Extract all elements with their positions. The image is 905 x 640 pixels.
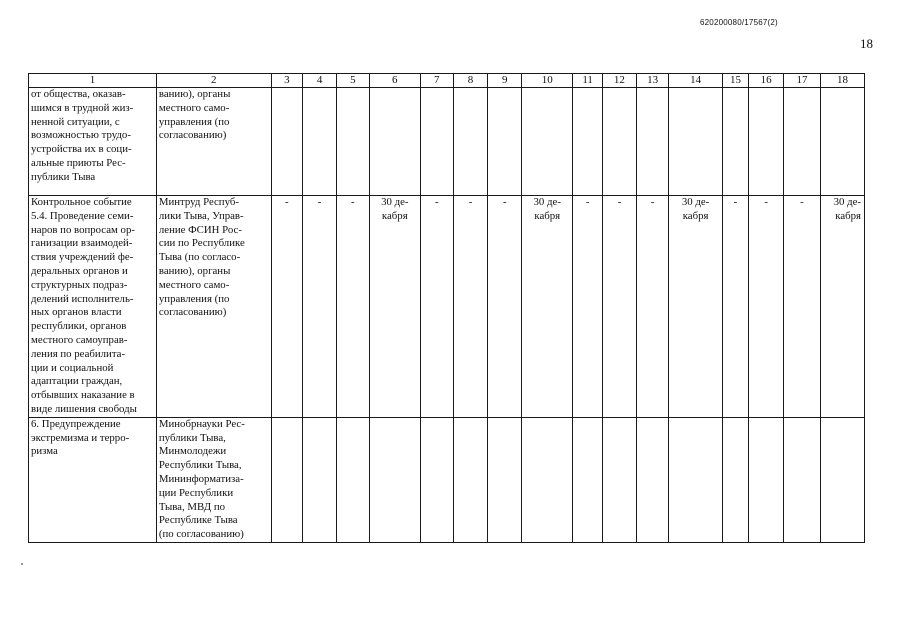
event-description-cell: 6. Предупреждение экстремизма и терро- ризма: [29, 417, 157, 542]
schedule-cell: [573, 417, 603, 542]
column-number-cell: 2: [156, 74, 271, 88]
column-number-cell: 17: [784, 74, 821, 88]
responsible-cell: Минтруд Респуб- лики Тыва, Управ- ление ФСИН Рос- сии по Республике Тыва (по согласо- ванию), органы местного само- управления (по согласованию): [156, 196, 271, 418]
column-number-cell: 8: [453, 74, 488, 88]
schedule-cell: [573, 88, 603, 196]
column-number-row: [29, 74, 865, 88]
schedule-cell: -: [573, 196, 603, 418]
schedule-cell: [749, 417, 784, 542]
schedule-cell: -: [722, 196, 749, 418]
column-number-cell: 14: [669, 74, 722, 88]
schedule-cell: [271, 88, 303, 196]
plan-table: [28, 73, 865, 543]
column-number-cell: 1: [29, 74, 157, 88]
deadline-cell: 30 де- кабря: [820, 196, 864, 418]
document-code: 620200080/17567(2): [700, 18, 778, 27]
schedule-cell: [602, 88, 636, 196]
schedule-cell: -: [636, 196, 669, 418]
schedule-cell: -: [749, 196, 784, 418]
schedule-cell: -: [488, 196, 522, 418]
column-number-cell: 7: [420, 74, 453, 88]
schedule-cell: [669, 417, 722, 542]
column-number-cell: 12: [602, 74, 636, 88]
table-row: [29, 417, 865, 542]
page-number: 18: [860, 36, 873, 51]
schedule-cell: -: [453, 196, 488, 418]
schedule-cell: [820, 88, 864, 196]
schedule-cell: [369, 88, 420, 196]
column-number-cell: 15: [722, 74, 749, 88]
column-number-cell: 13: [636, 74, 669, 88]
schedule-cell: [784, 417, 821, 542]
schedule-cell: -: [303, 196, 337, 418]
schedule-cell: [488, 417, 522, 542]
column-number-cell: 9: [488, 74, 522, 88]
responsible-cell: ванию), органы местного само- управления (по согласованию): [156, 88, 271, 196]
schedule-cell: [271, 417, 303, 542]
column-number-cell: 11: [573, 74, 603, 88]
scan-speck: [21, 563, 23, 565]
deadline-cell: 30 де- кабря: [669, 196, 722, 418]
schedule-cell: -: [336, 196, 369, 418]
schedule-cell: -: [784, 196, 821, 418]
schedule-cell: [820, 417, 864, 542]
schedule-cell: [722, 88, 749, 196]
schedule-cell: [336, 417, 369, 542]
schedule-cell: -: [602, 196, 636, 418]
schedule-cell: [636, 88, 669, 196]
schedule-cell: -: [271, 196, 303, 418]
column-number-cell: 18: [820, 74, 864, 88]
column-number-cell: 4: [303, 74, 337, 88]
schedule-cell: [369, 417, 420, 542]
responsible-cell: Минобрнауки Рес- публики Тыва, Минмолодежи Республики Тыва, Мининформатиза- ции Республики Тыва, МВД по Республике Тыва (по согласованию): [156, 417, 271, 542]
column-number-cell: 10: [522, 74, 573, 88]
schedule-cell: [420, 417, 453, 542]
schedule-cell: [522, 88, 573, 196]
deadline-cell: 30 де- кабря: [522, 196, 573, 418]
event-description-cell: Контрольное событие 5.4. Проведение семи- наров по вопросам ор- ганизации взаимодей- ствия учреждений фе- деральных органов и структурных подраз- делений исполнитель- ных органов власти республики, органов местного самоуправ- ления по реабилита- ции и социальной адаптации граждан, отбывших наказание в виде лишения свободы: [29, 196, 157, 418]
schedule-cell: [488, 88, 522, 196]
schedule-cell: [749, 88, 784, 196]
schedule-cell: [722, 417, 749, 542]
schedule-cell: [336, 88, 369, 196]
column-number-cell: 16: [749, 74, 784, 88]
schedule-cell: [303, 88, 337, 196]
column-number-cell: 6: [369, 74, 420, 88]
schedule-cell: [303, 417, 337, 542]
schedule-cell: -: [420, 196, 453, 418]
schedule-cell: [784, 88, 821, 196]
schedule-cell: [636, 417, 669, 542]
event-description-cell: от общества, оказав- шимся в трудной жиз- ненной ситуации, с возможностью трудо- устройства их в соци- альные приюты Рес- публики Тыва: [29, 88, 157, 196]
schedule-cell: [453, 417, 488, 542]
schedule-cell: [453, 88, 488, 196]
table-row: [29, 196, 865, 418]
deadline-cell: 30 де- кабря: [369, 196, 420, 418]
column-number-cell: 5: [336, 74, 369, 88]
schedule-cell: [522, 417, 573, 542]
column-number-cell: 3: [271, 74, 303, 88]
table-row: [29, 88, 865, 196]
schedule-cell: [669, 88, 722, 196]
schedule-cell: [602, 417, 636, 542]
schedule-cell: [420, 88, 453, 196]
